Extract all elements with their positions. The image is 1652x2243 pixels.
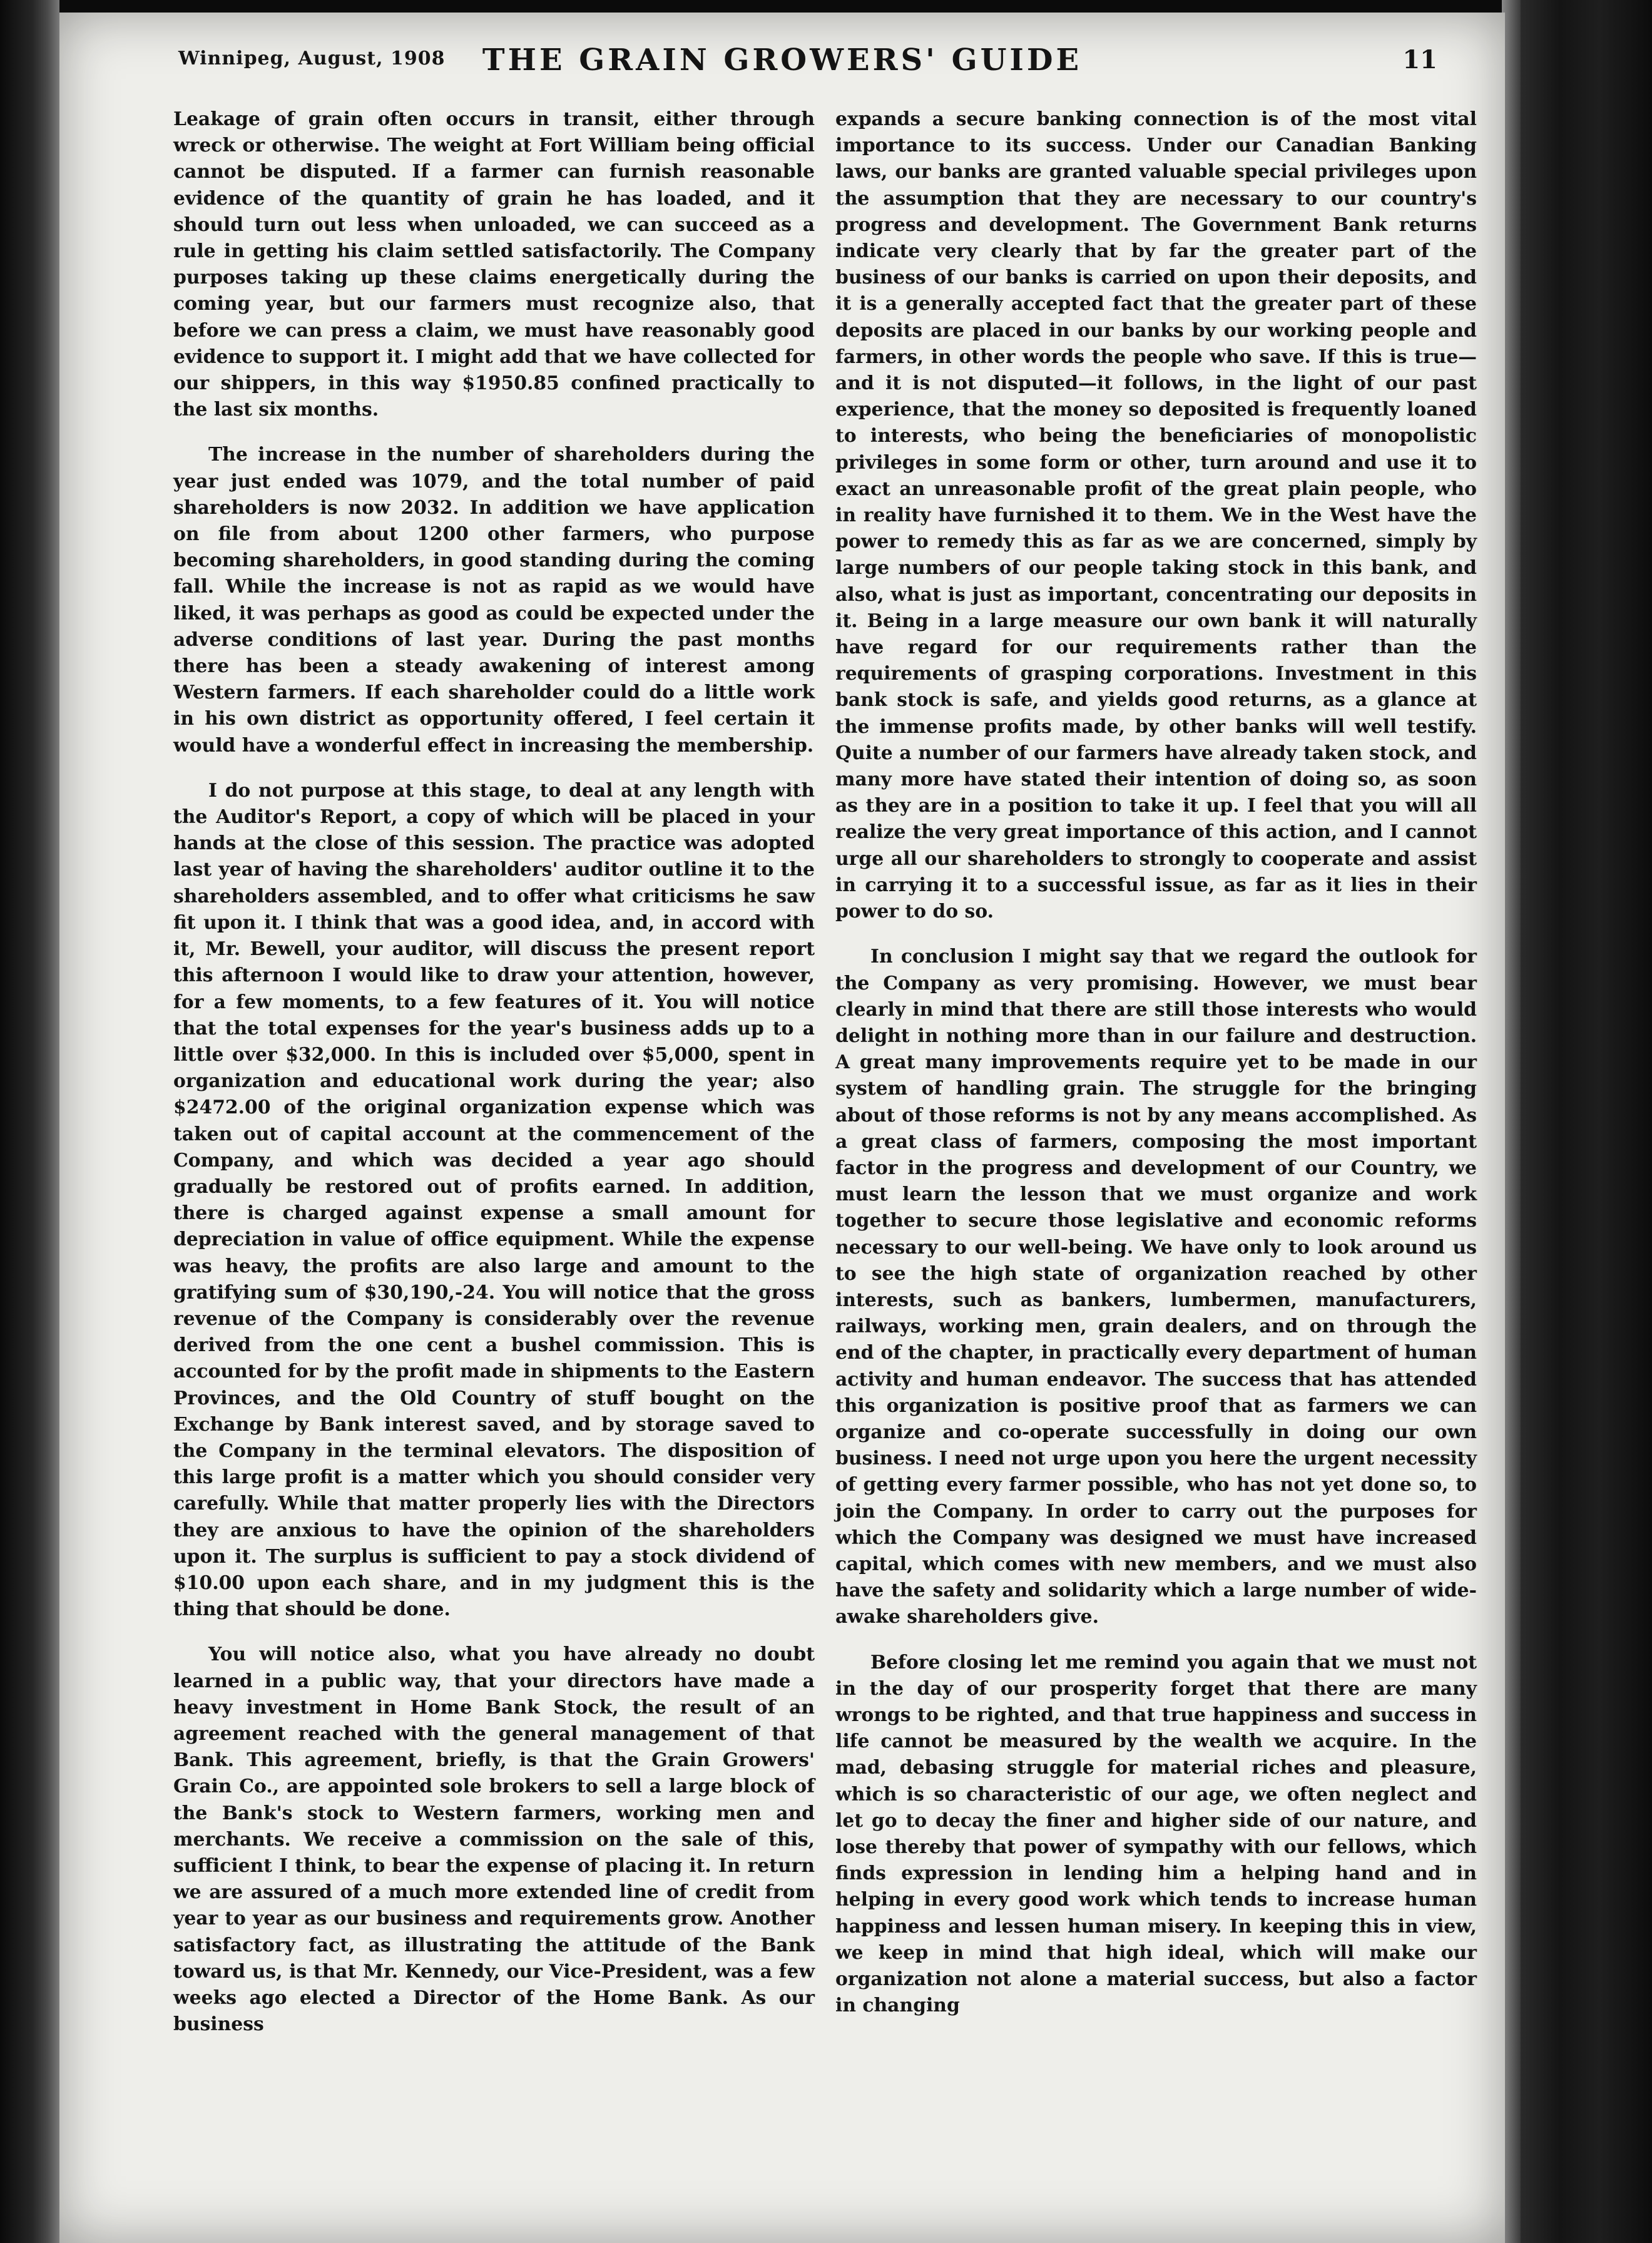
book-spine [1521, 0, 1652, 2243]
binding-gutter [0, 0, 59, 2243]
page-number: 11 [1402, 45, 1437, 74]
paragraph-home-bank: You will notice also, what you have already no doubt learned in a public way, that your directors have made a heavy investment in Home Bank Stock, the result of an agreement reached with the general management of that Bank. This agreement, briefly, is that the Grain Growers' Grain Co., are appointed sole brokers to sell a large block of the Bank's stock to Western farmers, working men and merchants. We receive a commission on the sale of this, sufficient I think, to bear the expense of placing it. In return we are assured of a much more extended line of credit from year to year as our business and requirements grow. Another satisfactory fact, as illustrating the attitude of the Bank toward us, is that Mr. Kennedy, our Vice-President, was a few weeks ago elected a Director of the Home Bank. As our business [173, 1643, 815, 2036]
newspaper-page [59, 13, 1505, 2243]
paragraph-banking: expands a secure banking connection is of the most vital importance to its success. Under our Canadian Banking laws, our banks are granted valuable special privileges upon the assumption that they are necessary to our country's progress and development. The Government Bank returns indicate very clearly that by far the greater part of the business of our banks is carried on upon their deposits, and it is a generally accepted fact that the greater part of these deposits are placed in our banks by our working people and farmers, in other words the people who save. If this is true—and it is not disputed—it follows, in the light of our past experience, that the money so deposited is frequently loaned to interests, who being the beneficiaries of monopolistic privileges in some form or other, turn around and use it to exact an unreasonable profit of the great plain people, who in reality have furnished it to them. We in the West have the power to remedy this as far as we are concerned, simply by large numbers of our people taking stock in this bank, and also, what is just as important, concentrating our deposits in it. Being in a large measure our own bank it will naturally have regard for our requirements rather than the requirements of grasping corporations. Investment in this bank stock is safe, and yields good returns, as a glance at the immense profits made, by other banks will well testify. Quite a number of our farmers have already taken stock, and many more have stated their intention of doing so, as soon as they are in a position to take it up. I feel that you will all realize the very great importance of this action, and I cannot urge all our shareholders to strongly to cooperate and assist in carrying it to a successful issue, as far as it lies in their power to do so. [835, 108, 1477, 923]
header-place-date: Winnipeg, August, 1908 [178, 48, 446, 69]
paragraph-conclusion: In conclusion I might say that we regard the outlook for the Company as very promising. However, we must bear clearly in mind that there are still those interests who would delight in nothing more than in our failure and destruction. A great many improvements require yet to be made in our system of handling grain. The struggle for the bringing about of those reforms is not by any means accomplished. As a great class of farmers, composing the most important factor in the progress and development of our Country, we must learn the lesson that we must organize and work together to secure those legislative and economic reforms necessary to our well-being. We have only to look around us to see the high state of organization reached by other interests, such as bankers, lumbermen, manufacturers, railways, working men, grain dealers, and on through the end of the chapter, in practically every department of human activity and human endeavor. The success that has attended this organization is positive proof that as farmers we can organize and co-operate successfully in doing our own business. I need not urge upon you here the urgent necessity of getting every farmer possible, who has not yet done so, to join the Company. In order to carry out the purposes for which the Company was designed we must have increased capital, which comes with new members, and we must also have the safety and solidarity which a large number of wide-awake shareholders give. [835, 946, 1477, 1628]
paragraph-auditor-report: I do not purpose at this stage, to deal at any length with the Auditor's Report, a copy of which will be placed in your hands at the close of this session. The practice was adopted last year of having the shareholders' auditor outline it to the shareholders assembled, and to offer what criticisms he saw fit upon it. I think that was a good idea, and, in accord with it, Mr. Bewell, your auditor, will discuss the present report this afternoon I would like to draw your attention, however, for a few moments, to a few features of it. You will notice that the total expenses for the year's business adds up to a little over $32,000. In this is included over $5,000, spent in organization and educational work during the year; also $2472.00 of the original organization expense which was taken out of capital account at the commencement of the Company, and which was decided a year ago should gradually be restored out of profits earned. In addition, there is charged against expense a small amount for depreciation in value of office equipment. While the expense was heavy, the profits are also large and amount to the gratifying sum of $30,190,-24. You will notice that the gross revenue of the Company is considerably over the revenue derived from the one cent a bushel commission. This is accounted for by the profit made in shipments to the Eastern Provinces, and the Old Country of stuff bought on the Exchange by Bank interest saved, and by storage saved to the Company in the terminal elevators. The disposition of this large profit is a matter which you should consider very carefully. While that matter properly lies with the Directors they are anxious to have the opinion of the shareholders upon it. The surplus is sufficient to pay a stock dividend of $10.00 upon each share, and in my judgment this is the thing that should be done. [173, 779, 815, 1621]
right-column [835, 106, 1477, 2222]
paragraph-before-closing: Before closing let me remind you again that we must not in the day of our prosperity forget that there are many wrongs to be righted, and that true happiness and success in life cannot be measured by the wealth we acquire. In the mad, debasing struggle for material riches and pleasure, which is so characteristic of our age, we often neglect and let go to decay the finer and higher side of our nature, and lose thereby that power of sympathy with our fellows, which finds expression in lending him a helping hand and in helping in every good work which tends to increase human happiness and lessen human misery. In keeping this in view, we keep in mind that high ideal, which will make our organization not alone a material success, but also a factor in changing [835, 1651, 1477, 2017]
paragraph-leakage: Leakage of grain often occurs in transit, either through wreck or otherwise. The weight at Fort William being official cannot be disputed. If a farmer can furnish reasonable evidence of the quantity of grain he has loaded, and it should turn out less when unloaded, we can succeed as a rule in getting his claim settled satisfactorily. The Company purposes taking up these claims energetically during the coming year, but our farmers must recognize also, that before we can press a claim, we must have reasonably good evidence to support it. I might add that we have collected for our shippers, in this way $1950.85 confined practically to the last six months. [173, 108, 815, 421]
page-header [59, 31, 1505, 88]
paragraph-shareholders: The increase in the number of shareholders during the year just ended was 1079, and the total number of paid shareholders is now 2032. In addition we have application on file from about 1200 other farmers, who purpose becoming shareholders, in good standing during the coming fall. While the increase is not as rapid as we would have liked, it was perhaps as good as could be expected under the adverse conditions of last year. During the past months there has been a steady awakening of interest among Western farmers. If each shareholder could do a little work in his own district as opportunity offered, I feel certain it would have a wonderful effect in increasing the membership. [173, 444, 815, 757]
publication-title: THE GRAIN GROWERS' GUIDE [482, 43, 1083, 78]
left-column [173, 106, 815, 2222]
